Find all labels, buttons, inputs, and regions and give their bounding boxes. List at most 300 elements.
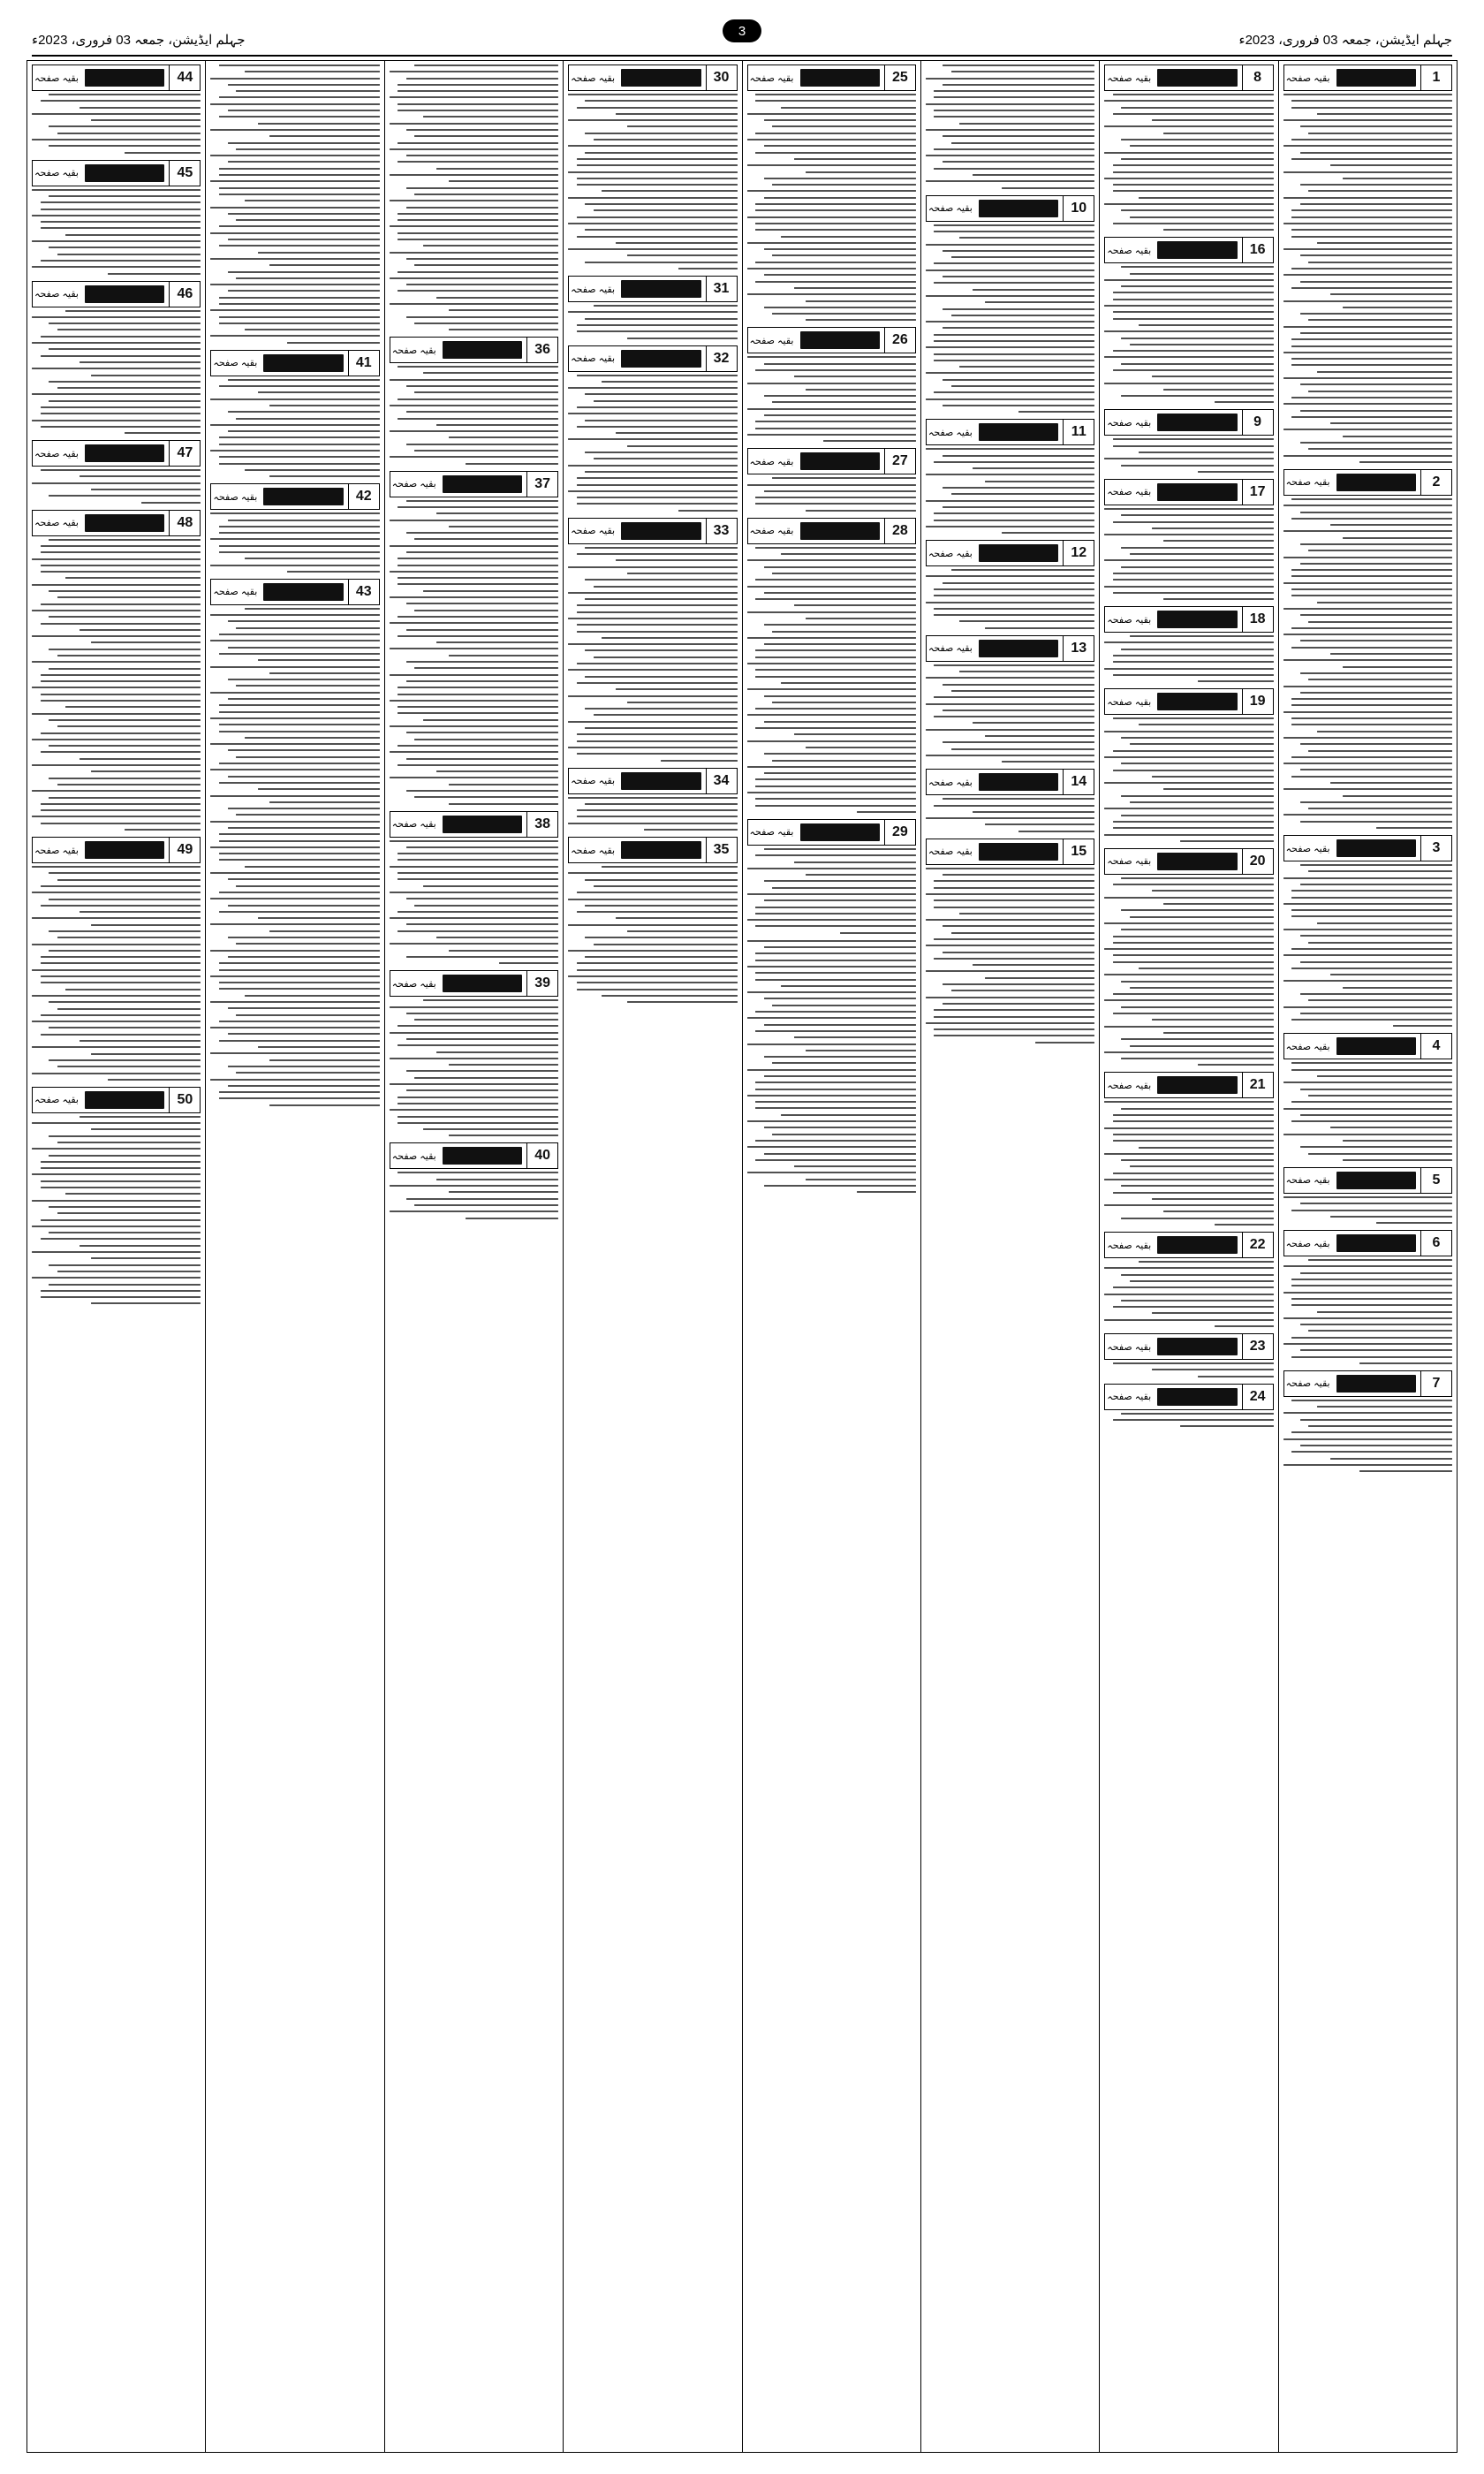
article-block[interactable] (32, 281, 201, 435)
text-line (755, 1140, 916, 1142)
redacted-headline (979, 544, 1058, 562)
text-line (661, 760, 737, 762)
text-line (398, 84, 558, 86)
text-line (755, 421, 916, 422)
article-number: 26 (884, 328, 915, 353)
text-line (1130, 216, 1274, 218)
text-line (926, 868, 1094, 869)
text-line (398, 142, 558, 144)
text-line (1104, 808, 1273, 809)
article-block[interactable] (926, 195, 1094, 414)
text-line (1104, 508, 1273, 510)
text-line (1113, 954, 1274, 956)
text-line (1283, 326, 1452, 328)
text-line (1291, 1120, 1452, 1122)
article-block[interactable] (747, 940, 916, 1194)
text-line (951, 493, 1095, 495)
text-line (1113, 750, 1274, 752)
text-line (594, 305, 738, 307)
text-line (228, 749, 380, 751)
text-line (764, 490, 916, 492)
continuation-label: بقیہ صفحہ (213, 587, 258, 598)
text-line (1283, 403, 1452, 405)
text-line (1291, 595, 1452, 596)
text-line (210, 284, 379, 285)
article-number: 14 (1063, 770, 1094, 794)
text-line (1291, 518, 1452, 520)
text-line (577, 375, 738, 376)
text-line (934, 353, 1094, 355)
text-line (1291, 704, 1452, 706)
text-line (755, 656, 916, 658)
article-block[interactable] (210, 483, 379, 573)
text-line (65, 1193, 201, 1195)
text-line (568, 872, 737, 874)
article-block[interactable] (1283, 1167, 1452, 1224)
text-line (80, 1116, 201, 1118)
text-line (934, 391, 1094, 393)
text-line (219, 833, 380, 835)
article-block[interactable] (1104, 65, 1273, 231)
text-line (406, 1013, 558, 1014)
article-block[interactable] (747, 327, 916, 442)
article-block[interactable] (210, 579, 379, 1106)
article-block[interactable] (747, 448, 916, 511)
text-line (1300, 1089, 1452, 1090)
text-line (781, 1114, 916, 1116)
text-line (616, 688, 738, 690)
text-line (1104, 1026, 1273, 1028)
text-line (926, 500, 1094, 502)
text-line (926, 703, 1094, 705)
article-headline-bar (1104, 1333, 1273, 1360)
text-line (1113, 655, 1274, 656)
redacted-headline (621, 772, 700, 790)
text-line (398, 911, 558, 913)
text-line (755, 281, 916, 283)
article-block[interactable] (926, 65, 1094, 189)
article-headline-bar (390, 337, 558, 363)
text-line (794, 376, 916, 377)
article-block[interactable] (1104, 1072, 1273, 1226)
article-block[interactable] (390, 811, 558, 965)
text-line (406, 187, 558, 189)
text-line (577, 962, 738, 964)
text-line (926, 1022, 1094, 1024)
text-line (219, 1021, 380, 1022)
text-line (1113, 1306, 1274, 1308)
article-block[interactable] (390, 337, 558, 464)
article-block[interactable] (1104, 479, 1273, 600)
article-block[interactable] (1283, 1370, 1452, 1472)
text-line (794, 1165, 916, 1167)
text-line (449, 329, 558, 330)
article-block[interactable] (747, 65, 916, 321)
text-line (406, 1089, 558, 1091)
article-headline-bar (1104, 606, 1273, 633)
text-line (747, 893, 916, 895)
article-body-text (1104, 635, 1273, 682)
text-line (210, 769, 379, 770)
article-body-text (1283, 498, 1452, 829)
text-line (806, 1179, 915, 1180)
text-line (1121, 909, 1273, 911)
article-block[interactable] (32, 1087, 201, 1305)
text-line (1291, 107, 1452, 109)
text-line (772, 477, 916, 479)
text-line (764, 721, 916, 723)
article-block[interactable] (32, 440, 201, 503)
text-line (985, 977, 1094, 979)
text-line (616, 242, 738, 244)
text-line (236, 943, 380, 945)
continuation-label: بقیہ صفحہ (928, 427, 973, 438)
redacted-headline (800, 69, 880, 87)
article-block[interactable] (1104, 688, 1273, 842)
text-line (806, 874, 915, 876)
text-line (436, 1179, 558, 1180)
article-number: 44 (169, 65, 200, 90)
text-line (41, 1180, 201, 1182)
text-line (934, 1016, 1094, 1018)
text-line (80, 911, 201, 913)
text-line (32, 713, 201, 715)
text-line (219, 456, 380, 458)
article-number: 50 (169, 1088, 200, 1112)
text-line (1113, 438, 1274, 440)
text-line (755, 369, 916, 371)
article-block[interactable] (568, 768, 737, 831)
text-line (1121, 285, 1273, 287)
text-line (32, 790, 201, 792)
text-line (934, 664, 1094, 666)
text-line (49, 649, 201, 650)
article-block[interactable] (747, 518, 916, 813)
article-block[interactable] (32, 65, 201, 154)
text-line (1376, 827, 1452, 829)
text-line (1300, 543, 1452, 545)
text-line (806, 618, 915, 619)
article-block[interactable] (390, 1142, 558, 1218)
text-line (390, 840, 558, 842)
text-line (210, 1001, 379, 1003)
article-block[interactable] (1104, 1333, 1273, 1377)
article-body-text (210, 65, 379, 344)
text-line (406, 629, 558, 631)
article-headline-bar (1283, 1167, 1452, 1194)
text-line (926, 919, 1094, 921)
text-line (406, 316, 558, 318)
text-line (747, 139, 916, 140)
text-line (1343, 666, 1452, 668)
text-line (210, 846, 379, 848)
text-line (985, 481, 1094, 482)
text-line (577, 816, 738, 817)
article-number: 10 (1063, 196, 1094, 221)
text-line (32, 892, 201, 893)
text-line (41, 201, 201, 203)
article-block[interactable] (1104, 606, 1273, 682)
article-block[interactable] (390, 471, 558, 805)
text-line (577, 553, 738, 555)
text-line (245, 608, 380, 610)
article-block[interactable] (1283, 1033, 1452, 1160)
text-line (1139, 197, 1274, 199)
text-line (1104, 1294, 1273, 1295)
text-line (1104, 641, 1273, 643)
text-line (1002, 761, 1094, 763)
text-line (1291, 915, 1452, 917)
continuation-label: بقیہ صفحہ (1107, 245, 1152, 256)
article-block[interactable] (32, 160, 201, 275)
article-block[interactable] (1283, 469, 1452, 829)
text-line (1317, 1075, 1452, 1077)
text-line (747, 1172, 916, 1173)
text-line (951, 569, 1095, 571)
article-block[interactable] (210, 350, 379, 477)
text-line (973, 811, 1094, 813)
text-line (41, 674, 201, 676)
text-line (568, 747, 737, 748)
article-body-text (1104, 1362, 1273, 1377)
text-line (1291, 236, 1452, 238)
text-line (1283, 94, 1452, 95)
text-line (1291, 627, 1452, 629)
text-line (398, 398, 558, 400)
text-line (755, 152, 916, 154)
text-line (219, 526, 380, 527)
text-line (616, 559, 738, 561)
article-headline-bar (210, 579, 379, 605)
text-line (1291, 569, 1452, 571)
text-line (41, 956, 201, 958)
text-line (41, 1167, 201, 1169)
article-block[interactable] (32, 510, 201, 831)
redacted-headline (1336, 474, 1416, 491)
text-line (577, 611, 738, 613)
article-block[interactable] (926, 635, 1094, 763)
article-block[interactable] (747, 819, 916, 934)
text-line (577, 892, 738, 893)
text-line (406, 956, 558, 958)
article-number: 43 (348, 580, 379, 604)
text-line (577, 216, 738, 218)
article-block[interactable] (568, 837, 737, 1003)
text-line (49, 247, 201, 248)
text-line (41, 469, 201, 471)
text-line (390, 1083, 558, 1085)
text-line (602, 995, 737, 997)
text-line (390, 456, 558, 458)
text-line (219, 65, 380, 66)
article-block[interactable] (926, 839, 1094, 1043)
text-line (219, 859, 380, 861)
text-line (1283, 455, 1452, 457)
text-line (568, 643, 737, 645)
text-line (568, 438, 737, 440)
continuation-label: بقیہ صفحہ (391, 978, 436, 990)
text-line (219, 194, 380, 195)
article-block[interactable] (568, 518, 737, 762)
text-line (1283, 171, 1452, 173)
text-line (1330, 782, 1452, 784)
text-line (772, 573, 916, 574)
article-number: 37 (526, 472, 557, 497)
article-block[interactable] (1283, 65, 1452, 463)
text-line (80, 1245, 201, 1247)
text-line (1163, 903, 1273, 905)
text-line (1018, 411, 1094, 413)
text-line (49, 668, 201, 670)
text-line (934, 880, 1094, 882)
text-line (406, 411, 558, 413)
article-block[interactable] (32, 837, 201, 1081)
article-number: 40 (526, 1143, 557, 1168)
article-block[interactable] (926, 769, 1094, 831)
article-block[interactable] (926, 419, 1094, 534)
text-line (934, 608, 1094, 610)
text-line (41, 803, 201, 805)
text-line (1283, 530, 1452, 532)
text-line (1104, 1051, 1273, 1053)
article-number: 4 (1420, 1034, 1451, 1059)
article-block[interactable] (1283, 1230, 1452, 1364)
text-line (747, 242, 916, 244)
text-line (755, 854, 916, 856)
text-line (568, 899, 737, 900)
text-line (926, 448, 1094, 450)
text-line (49, 745, 201, 747)
article-number: 8 (1242, 65, 1273, 90)
text-line (390, 751, 558, 753)
text-line (568, 223, 737, 224)
text-line (49, 495, 201, 497)
article-block[interactable] (568, 345, 737, 512)
article-block[interactable] (1104, 1384, 1273, 1428)
text-line (1113, 350, 1274, 352)
article-block[interactable] (1104, 237, 1273, 403)
text-line (585, 318, 737, 320)
article-headline-bar (1283, 1033, 1452, 1059)
article-block[interactable] (1104, 1232, 1273, 1327)
article-body-text (390, 366, 558, 464)
article-body-text (1104, 508, 1273, 600)
text-line (926, 295, 1094, 297)
text-line (406, 207, 558, 209)
text-line (228, 878, 380, 880)
text-line (1283, 737, 1452, 739)
article-body-text (1104, 1101, 1273, 1226)
text-line (436, 168, 558, 170)
text-line (1330, 1216, 1452, 1218)
text-line (219, 297, 380, 299)
text-line (436, 424, 558, 426)
text-line (406, 758, 558, 760)
text-line (1300, 769, 1452, 770)
article-block[interactable] (568, 65, 737, 269)
text-line (228, 698, 380, 700)
text-line (959, 123, 1094, 125)
text-line (747, 1095, 916, 1097)
text-line (406, 385, 558, 387)
text-line (627, 1001, 737, 1003)
text-line (747, 688, 916, 690)
article-headline-bar (1283, 835, 1452, 861)
article-body-text (926, 798, 1094, 831)
text-line (414, 796, 558, 798)
text-line (228, 411, 380, 413)
article-headline-bar (1283, 65, 1452, 91)
text-line (49, 616, 201, 618)
text-line (210, 207, 379, 209)
text-line (1291, 909, 1452, 911)
article-number: 30 (706, 65, 737, 90)
text-line (943, 276, 1094, 277)
text-line (926, 78, 1094, 80)
page-number-badge: 3 (723, 19, 761, 42)
article-block[interactable] (1283, 835, 1452, 1027)
article-number: 21 (1242, 1073, 1273, 1097)
text-line (794, 1036, 916, 1038)
text-line (1113, 113, 1274, 115)
text-line (568, 669, 737, 671)
text-line (57, 1271, 201, 1272)
text-line (755, 1081, 916, 1083)
text-line (390, 148, 558, 150)
text-line (398, 1044, 558, 1046)
text-line (1300, 152, 1452, 154)
text-line (41, 413, 201, 414)
article-block[interactable] (568, 276, 737, 338)
text-line (57, 1008, 201, 1010)
article-block[interactable] (1104, 409, 1273, 472)
continuation-label: بقیہ صفحہ (1107, 856, 1152, 868)
text-line (236, 219, 380, 221)
text-line (585, 727, 737, 729)
article-number: 15 (1063, 839, 1094, 864)
text-line (32, 1122, 201, 1124)
text-line (245, 995, 380, 997)
text-line (1113, 579, 1274, 581)
article-headline-bar (1104, 65, 1273, 91)
text-line (1308, 550, 1452, 551)
text-line (926, 602, 1094, 603)
redacted-headline (979, 843, 1058, 861)
text-line (577, 236, 738, 238)
text-line (577, 184, 738, 186)
text-line (398, 930, 558, 932)
text-line (65, 310, 201, 312)
text-line (406, 78, 558, 80)
article-block[interactable] (1104, 848, 1273, 1066)
text-line (577, 426, 738, 428)
text-line (210, 1027, 379, 1028)
article-number: 42 (348, 484, 379, 509)
text-line (951, 690, 1095, 692)
article-block[interactable] (390, 970, 558, 1136)
text-line (1291, 897, 1452, 899)
article-block[interactable] (390, 65, 558, 330)
text-line (755, 952, 916, 954)
text-line (406, 923, 558, 925)
article-block[interactable] (926, 540, 1094, 629)
masthead-divider (32, 55, 1452, 57)
article-block[interactable] (210, 65, 379, 344)
text-line (951, 748, 1095, 750)
text-line (32, 113, 201, 115)
text-line (228, 290, 380, 292)
text-line (269, 672, 379, 674)
